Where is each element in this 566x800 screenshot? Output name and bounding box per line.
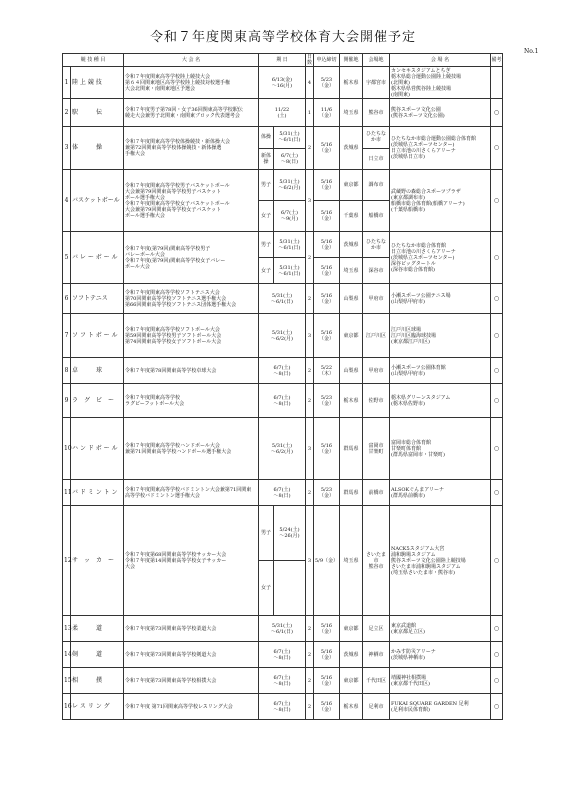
division-label: 体操	[259, 127, 274, 149]
table-row	[63, 694, 503, 720]
host-city: 江戸川区	[363, 314, 390, 358]
row-number: 7	[63, 314, 71, 358]
event-name-line: 兼第71回関東高等学校ハンドボール選手権大会	[125, 448, 232, 455]
entry-deadline: 5/23（金）	[314, 480, 340, 506]
host-city: 日立市	[363, 148, 390, 170]
table-row	[63, 506, 503, 561]
row-number: 14	[63, 642, 71, 668]
sport-name: 駅 伝	[71, 99, 124, 127]
note-mark: ○	[491, 668, 503, 694]
event-name	[124, 616, 259, 642]
row-number: 9	[63, 384, 71, 418]
venue-line: (北関東)	[391, 79, 410, 86]
page-title: 令和７年度関東高等学校体育大会開催予定	[149, 30, 416, 45]
note-mark: ○	[491, 616, 503, 642]
venue-line: (茨城県立スポーツセンター)	[391, 142, 455, 148]
event-name-line: 令和７年度関東高等学校陸上競技大会	[125, 73, 211, 80]
venue-line: 栃木県グリーンスタジアム	[391, 394, 451, 401]
event-name	[124, 284, 259, 314]
event-date: 5/31(土) ～6/2(月)	[259, 314, 306, 358]
venue-name	[390, 232, 491, 284]
table-row	[63, 127, 503, 149]
event-name-line: 令和７年度第73回関東高等学校柔道大会	[125, 625, 217, 632]
row-number: 6	[63, 284, 71, 314]
event-name	[124, 358, 259, 384]
event-name-line: 令和７年度関東高等学校男子バスケットボール	[125, 182, 230, 189]
event-date: 6/7(土) ～8(日)	[274, 148, 306, 170]
table-row	[63, 314, 503, 358]
venue-line: 熊谷スポーツ文化公園陸上競技場	[391, 557, 466, 564]
venue-name	[390, 384, 491, 418]
venue-line: 栃木県県営熊谷陸上競技場	[391, 85, 452, 92]
event-days: 2	[306, 284, 314, 314]
host-city: ひたちなか市	[363, 127, 390, 149]
note-mark: ○	[491, 506, 503, 616]
venue-line: (茨城県日立市)	[391, 154, 425, 160]
header-deadline: 申込締切	[314, 54, 340, 67]
event-name-line: 競走大会兼男子北関東・南関東ブロック代表選考会	[125, 112, 240, 119]
host-prefecture: 群馬県	[340, 480, 363, 506]
sport-name: 相 撲	[71, 668, 124, 694]
event-name-line: 令和７年度男子第78回・女子36回関東高等学校駅伝	[125, 106, 243, 113]
event-date: 5/31(土) ～6/1(日)	[259, 284, 306, 314]
event-name-line: 令和７年度 第71回関東高等学校レスリング大会	[125, 703, 233, 710]
event-date: 6/7(土) ～8(日)	[259, 642, 306, 668]
venue-line: (東京都調布市)	[391, 194, 425, 201]
row-number: 8	[63, 358, 71, 384]
event-days: 2	[306, 232, 314, 284]
event-name-line: 令和７年度関東高等学校ソフトテニス大会	[125, 289, 220, 296]
entry-deadline: 5/16（金）	[314, 418, 340, 480]
host-city: 神栖市	[363, 642, 390, 668]
sport-name: ソ フ ト ボ ー ル	[71, 314, 124, 358]
note-mark: ○	[491, 384, 503, 418]
event-days: 2	[306, 358, 314, 384]
note-mark: ○	[491, 127, 503, 170]
table-row	[63, 384, 503, 418]
host-prefecture: 栃木県	[340, 67, 363, 99]
venue-line: 栃木県総合運動公園陸上競技場	[391, 73, 462, 80]
venue-line: FUKAI SQUARE GARDEN 足利	[391, 700, 469, 707]
event-date: 6/7(土) ～8(日)	[259, 384, 306, 418]
host-prefecture: 千葉県	[340, 201, 363, 232]
sport-name: 体 操	[71, 127, 124, 170]
division-label: 女子	[259, 561, 274, 616]
host-city: 佐野市	[363, 384, 390, 418]
event-name	[124, 314, 259, 358]
entry-deadline: 5/16（金）	[314, 127, 340, 170]
header-sport: 競 技 種 目	[63, 54, 124, 67]
venue-line: (群馬県前橋市)	[391, 492, 425, 499]
note-mark: ○	[491, 99, 503, 127]
event-name-line: 令和７年度(第79回)関東高等学校女子バレー	[125, 257, 226, 264]
venue-line: 熊谷スポーツ文化公園	[391, 106, 441, 113]
host-city: 前橋市	[363, 480, 390, 506]
table-row	[63, 170, 503, 201]
event-name-line: 大会兼第79回関東高等学校男子バスケット	[125, 188, 222, 195]
event-name-line: ボール選手権大会	[125, 194, 165, 201]
table-row	[63, 418, 503, 480]
event-name	[124, 232, 259, 284]
event-name-line: 令和７年度第14回関東高等学校女子サッカー	[125, 557, 227, 564]
venue-line: (山梨県甲府市)	[391, 298, 425, 305]
event-name-line: 第59回関東高等学校男子ソフトボール大会	[125, 332, 222, 339]
host-prefecture: 東京都	[340, 170, 363, 201]
event-name-line: 令和７年度関東高等学校体操競技・新体操大会	[125, 139, 231, 145]
entry-deadline: 5/16（金）	[314, 668, 340, 694]
host-prefecture: 茨城県	[340, 642, 363, 668]
venue-line: (千葉県船橋市)	[391, 206, 425, 213]
venue-name	[390, 67, 491, 99]
event-date: 6/7(土) ～8(日)	[259, 480, 306, 506]
event-date	[274, 561, 306, 616]
entry-deadline: 5/16（金）	[314, 170, 340, 201]
venue-line: 江戸川区臨海球技場	[391, 332, 437, 339]
host-prefecture: 茨城県	[340, 232, 363, 258]
venue-name	[390, 127, 491, 170]
event-name-line: 第70回関東高等学校ソフトテニス選手権大会	[125, 295, 227, 302]
division-label: 女子	[259, 258, 274, 284]
event-days: 2	[306, 480, 314, 506]
event-days: 2	[306, 127, 314, 170]
event-name-line: 令和７年度第68回関東高等学校サッカー大会	[125, 551, 227, 558]
event-name	[124, 694, 259, 720]
venue-line: ひたちなか市総合体育館	[391, 242, 447, 249]
entry-deadline: 5/23（金）	[314, 67, 340, 99]
event-name-line: 令和７年度(第79回)関東高等学校男子	[125, 245, 211, 252]
venue-line: 江戸川区球場	[391, 326, 422, 333]
event-days: 2	[306, 694, 314, 720]
note-mark: ○	[491, 694, 503, 720]
venue-name	[390, 418, 491, 480]
event-name	[124, 668, 259, 694]
event-name	[124, 506, 259, 616]
note-mark	[491, 67, 503, 99]
sport-name: ハ ン ド ボ ー ル	[71, 418, 124, 480]
venue-name	[390, 694, 491, 720]
division-label: 男子	[259, 232, 274, 258]
note-mark: ○	[491, 232, 503, 284]
event-days: 2	[306, 668, 314, 694]
event-name-line: 高等学校バドミントン選手権大会	[125, 492, 200, 499]
event-name-line: 第74回関東高等学校女子ソフトボール大会	[125, 338, 222, 345]
host-prefecture: 山梨県	[340, 284, 363, 314]
row-number: 1	[63, 67, 71, 99]
event-name	[124, 384, 259, 418]
row-number: 13	[63, 616, 71, 642]
venue-line: かみす防災アリーナ	[391, 648, 436, 655]
row-number: 4	[63, 170, 71, 232]
event-name-line: ボール大会	[125, 263, 150, 270]
venue-name	[390, 642, 491, 668]
header-date: 期 日	[259, 54, 306, 67]
division-label: 男子	[259, 506, 274, 561]
row-number: 11	[63, 480, 71, 506]
table-row	[63, 284, 503, 314]
entry-deadline: 5/16（金）	[314, 694, 340, 720]
header-name: 大 会 名	[124, 54, 259, 67]
row-number: 2	[63, 99, 71, 127]
division-label: 女子	[259, 201, 274, 232]
sport-name: 柔 道	[71, 616, 124, 642]
host-prefecture: 東京都	[340, 616, 363, 642]
venue-line: 日立市池の川さくらアリーナ	[391, 248, 456, 255]
entry-deadline: 5/16（金）	[314, 616, 340, 642]
header-venue: 会 場 名	[390, 54, 491, 67]
table-row	[63, 616, 503, 642]
event-name-line: 令和７年度第73回関東高等学校相撲大会	[125, 677, 217, 684]
event-date: 6/13(金) ～16(月)	[259, 67, 306, 99]
entry-deadline: 5/23（金）	[314, 384, 340, 418]
venue-name	[390, 358, 491, 384]
venue-line: (深谷市総合体育館)	[391, 266, 435, 273]
header-days: 日数	[306, 54, 312, 66]
host-city: ひたちなか市	[363, 232, 390, 258]
event-name	[124, 67, 259, 99]
sport-name: レ ス リ ン グ	[71, 694, 124, 720]
host-prefecture: 群馬県	[340, 418, 363, 480]
venue-line: 小瀬スポーツ公園体育館	[391, 364, 446, 371]
table-row	[63, 99, 503, 127]
host-city: 深谷市	[363, 258, 390, 284]
host-city: 甲府市	[363, 284, 390, 314]
venue-line: (茨城県神栖市)	[391, 654, 425, 661]
host-city: 富岡市 甘楽町	[363, 418, 390, 480]
event-name-line: 手権大会	[125, 151, 146, 157]
event-date: 5/31(土) ～6/2(月)	[274, 170, 306, 201]
event-name	[124, 480, 259, 506]
venue-line: 富岡市総合体育館	[391, 439, 432, 446]
venue-line: (群馬県富岡市・甘楽町)	[391, 451, 445, 458]
venue-name	[390, 480, 491, 506]
note-mark: ○	[491, 642, 503, 668]
event-name	[124, 170, 259, 232]
event-name-line: 令和７年度第78回関東高等学校卓球大会	[125, 367, 217, 374]
table-row	[63, 642, 503, 668]
event-date: 5/31(土) ～6/1(日)	[274, 232, 306, 258]
table-row	[63, 232, 503, 258]
event-date: 5/31(土) ～6/1(日)	[274, 127, 306, 149]
venue-line: ひたちなか市総合運動公園総合体育館	[391, 136, 477, 142]
event-date: 6/7(土) ～8(日)	[259, 668, 306, 694]
event-name-line: 令和７年度関東高等学校女子バスケットボール	[125, 200, 230, 207]
event-name-line: 大会	[125, 563, 136, 570]
event-date: 6/7(土) ～9(月)	[274, 201, 306, 232]
event-name-line: ラグビーフットボール大会	[125, 400, 185, 407]
entry-deadline: 5/16（金）	[314, 314, 340, 358]
venue-line: 深谷ビッグタートル	[391, 260, 436, 267]
host-city: 宇都宮市	[363, 67, 390, 99]
venue-name	[390, 284, 491, 314]
host-city: 足立区	[363, 616, 390, 642]
event-date: 5/31(土) ～6/2(月)	[259, 418, 306, 480]
division-label: 男子	[259, 170, 274, 201]
venue-line: ALSOKぐんまアリーナ	[391, 486, 444, 493]
host-prefecture: 埼玉県	[340, 506, 363, 616]
entry-deadline: 5/16（金）	[314, 642, 340, 668]
venue-line: さいたま市浦和駒場スタジアム	[391, 563, 461, 570]
event-name	[124, 642, 259, 668]
entry-deadline: 5/16（金）	[314, 258, 340, 284]
note-mark: ○	[491, 170, 503, 232]
header-host-city: 会場地	[363, 54, 390, 67]
venue-line: (東京都足立区)	[391, 628, 425, 635]
venue-line: NACK5スタジアム大宮	[391, 545, 445, 552]
venue-line: 船橋市総合体育館(船橋アリーナ)	[391, 200, 465, 207]
event-name-line: 令和７年度関東高等学校ハンドボール大会	[125, 442, 220, 449]
row-number: 10	[63, 418, 71, 480]
host-prefecture: 埼玉県	[340, 99, 363, 127]
event-date: 11/22 (土)	[259, 99, 306, 127]
host-prefecture: 栃木県	[340, 694, 363, 720]
venue-line: (山梨県甲府市)	[391, 370, 425, 377]
event-date: 5/31(土) ～6/1(日)	[259, 616, 306, 642]
sport-name: サ ッ カ ー	[71, 506, 124, 616]
note-mark: ○	[491, 418, 503, 480]
host-city: さいたま市 熊谷市	[363, 506, 390, 616]
host-city: 千代田区	[363, 668, 390, 694]
table-row	[63, 67, 503, 99]
event-days: 3	[306, 170, 314, 232]
header-host-pref: 開催地	[340, 54, 363, 67]
venue-line: 東京武道館	[391, 622, 417, 629]
event-days: 2	[306, 384, 314, 418]
row-number: 15	[63, 668, 71, 694]
sport-name: 卓 球	[71, 358, 124, 384]
venue-name	[390, 99, 491, 127]
note-mark: ○	[491, 358, 503, 384]
event-days: 3	[306, 506, 314, 616]
host-city: 足利市	[363, 694, 390, 720]
sport-name: 剣 道	[71, 642, 124, 668]
note-mark: ○	[491, 314, 503, 358]
venue-line: 日立市池の川さくらアリーナ	[391, 148, 456, 154]
event-name-line: 令和７年度関東高等学校	[125, 394, 181, 401]
host-prefecture: 栃木県	[340, 384, 363, 418]
venue-line: 武蔵野の森総合スポーツプラザ	[391, 188, 461, 195]
event-name-line: 兼第72回関東高等学校体操競技・新体操選	[125, 145, 222, 151]
host-city: 調布市	[363, 170, 390, 201]
sport-name: バ ド ミ ン ト ン	[71, 480, 124, 506]
event-date: 5/31(土) ～6/1(日)	[274, 258, 306, 284]
table-row	[63, 358, 503, 384]
host-prefecture: 東京都	[340, 668, 363, 694]
page-number: No.1	[524, 48, 539, 55]
venue-line: カンセキスタジアムとちぎ	[391, 67, 451, 74]
event-date: 6/7(土) ～8(日)	[259, 358, 306, 384]
host-prefecture: 山梨県	[340, 358, 363, 384]
event-name-line: 令和７年度関東高等学校バドミントン大会兼第71回関東	[125, 486, 252, 493]
entry-deadline: 5/22（木）	[314, 358, 340, 384]
sport-name: ラ グ ビ ー	[71, 384, 124, 418]
event-days: 3	[306, 314, 314, 358]
venue-line: 靖國神社相撲場	[391, 674, 427, 681]
event-name	[124, 418, 259, 480]
event-name-line: ボール選手権大会	[125, 212, 165, 219]
note-mark: ○	[491, 284, 503, 314]
host-prefecture: 東京都	[340, 314, 363, 358]
venue-line: 甘楽町体育館	[391, 445, 422, 452]
venue-line: (東京都江戸川区)	[391, 338, 430, 345]
host-prefecture: 茨城県	[340, 127, 363, 170]
venue-name	[390, 506, 491, 616]
event-name-line: 令和７年度第73回関東高等学校剣道大会	[125, 651, 217, 658]
schedule-table	[62, 53, 503, 720]
venue-name	[390, 668, 491, 694]
venue-line: 小瀬スポーツ公園テニス場	[391, 292, 451, 299]
event-date: 6/7(土) ～8(日)	[259, 694, 306, 720]
sport-name: ソフトテニス	[71, 284, 124, 314]
event-name	[124, 127, 259, 170]
division-label: 新体操	[259, 148, 274, 170]
entry-deadline: 5/9（金）	[314, 506, 340, 616]
host-city: 熊谷市	[363, 99, 390, 127]
event-days: 3	[306, 418, 314, 480]
event-name-line: バレーボール大会	[125, 251, 165, 258]
sport-name: バスケットボール	[71, 170, 124, 232]
venue-line: 浦和駒場スタジアム	[391, 551, 436, 558]
venue-name	[390, 170, 491, 232]
venue-line: (茨城県立スポーツセンター)	[391, 254, 455, 261]
table-row	[63, 668, 503, 694]
event-days: 4	[306, 67, 314, 99]
entry-deadline: 5/16（金）	[314, 284, 340, 314]
row-number: 5	[63, 232, 71, 284]
event-name-line: 第66回関東高等学校ソフトテニス団体選手権大会	[125, 301, 237, 308]
row-number: 16	[63, 694, 71, 720]
event-date: 5/24(土) ～26(月)	[274, 506, 306, 561]
row-number: 3	[63, 127, 71, 170]
venue-line: (南関東)	[391, 91, 410, 98]
event-days: 1	[306, 99, 314, 127]
venue-name	[390, 616, 491, 642]
event-days: 2	[306, 616, 314, 642]
sport-name: バ レ ー ボ ー ル	[71, 232, 124, 284]
header-note: 備考	[491, 54, 503, 67]
entry-deadline: 11/6（金）	[314, 99, 340, 127]
event-days: 2	[306, 642, 314, 668]
entry-deadline: 5/16（金）	[314, 232, 340, 258]
host-prefecture: 埼玉県	[340, 258, 363, 284]
sport-name: 陸 上 競 技	[71, 67, 124, 99]
event-name	[124, 99, 259, 127]
event-name-line: 大会兼第79回関東高等学校女子バスケット	[125, 206, 222, 213]
venue-line: (栃木県佐野市)	[391, 400, 425, 407]
venue-line: (埼玉県さいたま市・熊谷市)	[391, 569, 455, 576]
header-row	[63, 54, 503, 67]
event-name-line: 第６４回関東地区高等学校陸上競技対校選手権	[125, 79, 231, 86]
note-mark: ○	[491, 480, 503, 506]
venue-name	[390, 314, 491, 358]
row-number: 12	[63, 506, 71, 616]
table-row	[63, 480, 503, 506]
entry-deadline: 5/16（金）	[314, 201, 340, 232]
host-city: 船橋市	[363, 201, 390, 232]
venue-line: (東京都千代田区)	[391, 680, 430, 687]
venue-line: (熊谷スポーツ文化公園)	[391, 112, 445, 119]
event-name-line: 大会北関東・南関東地区予選会	[125, 85, 196, 92]
host-city: 甲府市	[363, 358, 390, 384]
venue-line: (足利市民体育館)	[391, 706, 430, 713]
event-name-line: 令和７年度関東高等学校ソフトボール大会	[125, 326, 220, 333]
